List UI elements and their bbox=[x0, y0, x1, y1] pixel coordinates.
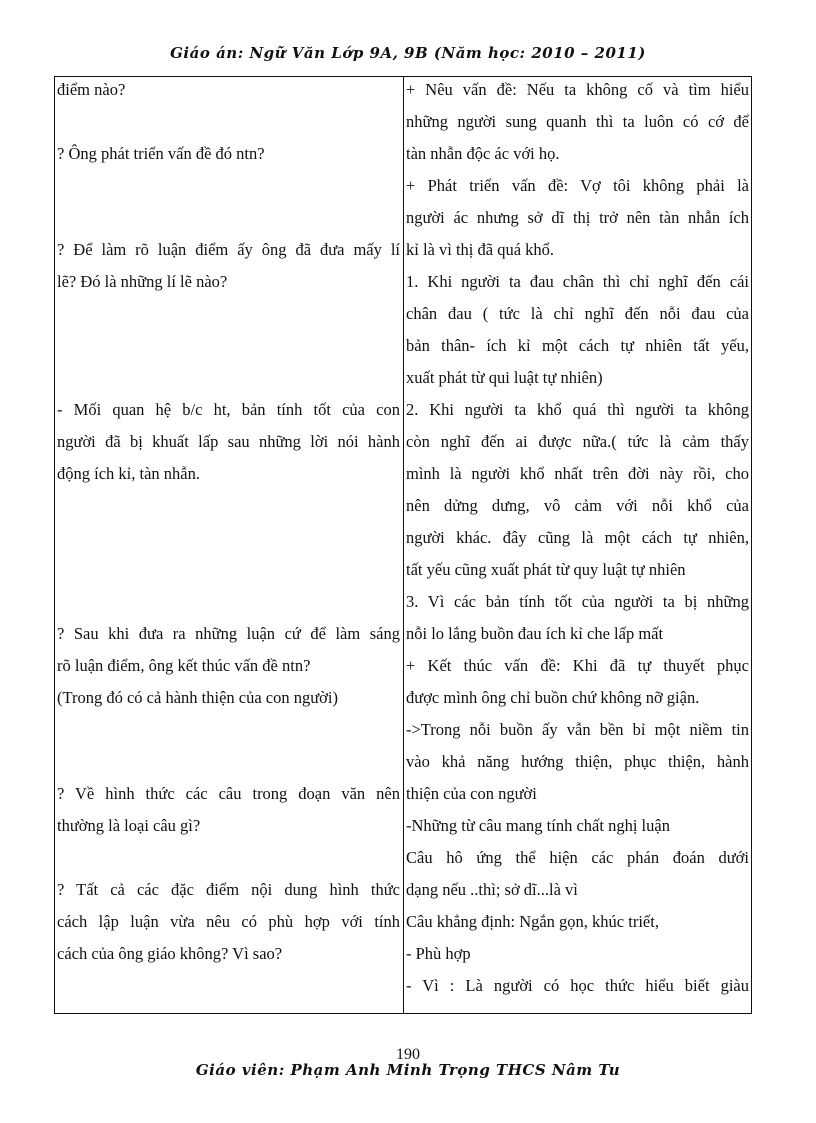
answer-line: - Vì : Là người có học thức hiểu biết giàu bbox=[406, 976, 749, 995]
answer-line: 3. Vì các bản tính tốt của người ta bị những bbox=[406, 592, 749, 611]
page-number: 190 bbox=[396, 1046, 420, 1063]
answer-line: + Nêu vấn đề: Nếu ta không cố và tìm hiểu bbox=[406, 80, 749, 99]
answer-line: được mình ông chỉ buồn chứ không nỡ giận. bbox=[406, 688, 700, 707]
questions-column bbox=[55, 77, 402, 1013]
question-line: rõ luận điểm, ông kết thúc vấn đề ntn? bbox=[57, 656, 311, 675]
answer-line: Câu khẳng định: Ngắn gọn, khúc triết, bbox=[406, 912, 659, 931]
answer-line: xuất phát từ qui luật tự nhiên) bbox=[406, 368, 603, 387]
answer-line: tất yếu cũng xuất phát từ quy luật tự nhiên bbox=[406, 560, 686, 579]
answer-line: bản thân- ích kỉ một cách tự nhiên tất yếu, bbox=[406, 336, 749, 355]
answer-line: thiện của con người bbox=[406, 784, 537, 803]
answer-line: nên dửng dưng, vô cảm với nỗi khổ của bbox=[406, 496, 749, 515]
answer-line: tàn nhẫn độc ác với họ. bbox=[406, 144, 560, 163]
question-line: (Trong đó có cả hành thiện của con người) bbox=[57, 688, 338, 707]
answer-line: -Những từ câu mang tính chất nghị luận bbox=[406, 816, 670, 835]
answer-line: còn nghĩ đến ai được nữa.( tức là cảm thấy bbox=[406, 432, 749, 451]
question-line: cách của ông giáo không? Vì sao? bbox=[57, 944, 283, 963]
answer-line: chân đau ( tức là chỉ nghĩ đến nỗi đau của bbox=[406, 304, 749, 323]
question-line: ? Sau khi đưa ra những luận cứ để làm sáng bbox=[57, 624, 400, 643]
question-line: động ích kỉ, tàn nhẫn. bbox=[57, 464, 200, 483]
question-line: ? Tất cả các đặc điểm nội dung hình thức bbox=[57, 880, 400, 899]
answer-line: ->Trong nỗi buồn ấy vẫn bền bỉ một niềm tin bbox=[406, 720, 749, 739]
question-line: ? Về hình thức các câu trong đoạn văn nên bbox=[57, 784, 400, 803]
answer-line: người khác. đây cũng là một cách tự nhiên, bbox=[406, 528, 749, 547]
question-line: người đã bị khuất lấp sau những lời nói hành bbox=[57, 432, 400, 451]
question-line: lẽ? Đó là những lí lẽ nào? bbox=[57, 272, 228, 291]
question-line: thường là loại câu gì? bbox=[57, 816, 201, 835]
question-line: ? Ông phát triển vấn đề đó ntn? bbox=[57, 144, 265, 163]
answer-line: những người sung quanh thì ta luôn có cớ để bbox=[406, 112, 749, 131]
answer-line: 2. Khi người ta khổ quá thì người ta không bbox=[406, 400, 749, 419]
answer-line: + Kết thúc vấn đề: Khi đã tự thuyết phục bbox=[406, 656, 749, 675]
answer-line: mình là người khổ nhất trên đời này rồi, cho bbox=[406, 464, 749, 483]
answer-line: nỗi lo lắng buồn đau ích kỉ che lấp mất bbox=[406, 624, 664, 643]
question-line: - Mối quan hệ b/c ht, bản tính tốt của con bbox=[57, 400, 400, 419]
answer-line: người ác nhưng sở dĩ thị trở nên tàn nhẫn ích bbox=[406, 208, 749, 227]
question-line: cách lập luận vừa nêu có phù hợp với tính bbox=[57, 912, 400, 931]
page-footer: Giáo viên: Phạm Anh Minh Trọng THCS Nâm Tu bbox=[195, 1061, 621, 1079]
answer-line: - Phù hợp bbox=[406, 944, 471, 963]
answer-line: Câu hô ứng thể hiện các phán đoán dưới bbox=[406, 848, 749, 867]
answer-line: vào khả năng hướng thiện, phục thiện, hành bbox=[406, 752, 749, 771]
answers-column bbox=[404, 77, 751, 1013]
answer-line: 1. Khi người ta đau chân thì chỉ nghĩ đến cái bbox=[406, 272, 749, 291]
answer-line: dạng nếu ..thì; sở dĩ...là vì bbox=[406, 880, 578, 899]
lesson-table bbox=[54, 76, 752, 1014]
question-line: điểm nào? bbox=[57, 80, 126, 99]
answer-line: + Phát triển vấn đề: Vợ tôi không phải là bbox=[406, 176, 749, 195]
answer-line: kỉ là vì thị đã quá khổ. bbox=[406, 240, 555, 259]
question-line: ? Để làm rõ luận điểm ấy ông đã đưa mấy lí bbox=[57, 240, 400, 259]
page-header: Giáo án: Ngữ Văn Lớp 9A, 9B (Năm học: 2010 – 2011) bbox=[170, 44, 646, 62]
